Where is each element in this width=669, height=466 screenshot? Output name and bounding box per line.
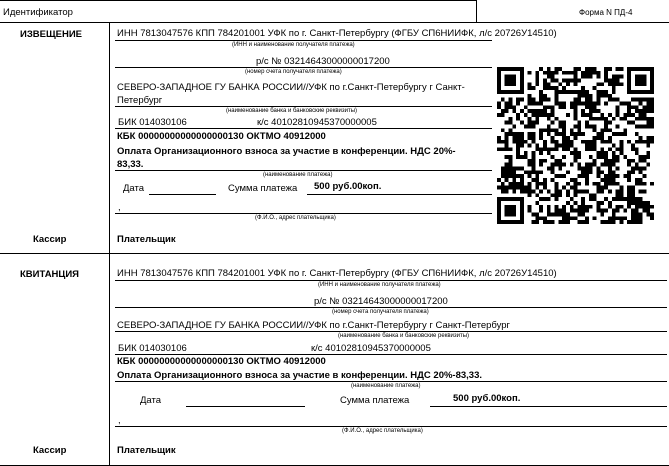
notice-amount-label: Сумма платежа (228, 183, 298, 194)
receipt-account-caption: (номер счета получателя платежа) (332, 309, 429, 315)
notice-date-field[interactable] (149, 194, 216, 195)
notice-purpose-caption: (наименование платежа) (263, 172, 333, 178)
header-bottom-border (0, 22, 669, 23)
column-divider (109, 22, 110, 466)
receipt-payer-caption: (Ф.И.О., адрес плательщика) (342, 428, 423, 434)
receipt-purpose-caption: (наименование платежа) (351, 383, 421, 389)
identifier-label: Идентификатор (3, 7, 73, 18)
receipt-bik: БИК 014030106 (118, 343, 187, 354)
receipt-payee-caption: (ИНН и наименование получателя платежа) (318, 282, 441, 288)
receipt-bank-caption: (наименование банка и банковские реквизиты) (338, 333, 470, 339)
notice-bank-line1: СЕВЕРО-ЗАПАДНОЕ ГУ БАНКА РОССИИ//УФК по г.Санкт-Петербургу г Санкт- (117, 82, 465, 93)
notice-bank-caption: (наименование банка и банковские реквизиты) (226, 108, 358, 114)
receipt-purpose-line (115, 381, 667, 382)
notice-payee: ИНН 7813047576 КПП 784201001 УФК по г. Санкт-Петербургу (ФГБУ СП6НИИФК, л/с 20726У14510) (117, 28, 557, 39)
notice-bank-line2: Петербург (117, 95, 163, 106)
notice-account-line (115, 67, 492, 68)
notice-kbk: КБК 00000000000000000130 ОКТМО 40912000 (117, 131, 326, 142)
notice-account: р/с № 03214643000000017200 (256, 56, 390, 67)
receipt-payer-label: Плательщик (117, 445, 176, 456)
notice-purpose-line1: Оплата Организационного взноса за участие в конференции. НДС 20%- (117, 146, 456, 157)
notice-bik-line (115, 128, 492, 129)
receipt-cashier-label: Кассир (33, 445, 67, 456)
receipt-bank: СЕВЕРО-ЗАПАДНОЕ ГУ БАНКА РОССИИ//УФК по г.Санкт-Петербургу г Санкт-Петербург (117, 320, 511, 331)
notice-ks: к/с 40102810945370000005 (257, 117, 377, 128)
notice-purpose-line (115, 170, 492, 171)
notice-payer-label: Плательщик (117, 234, 176, 245)
receipt-bank-line (115, 331, 667, 332)
notice-payee-line (115, 40, 492, 41)
qr-code-icon (497, 67, 654, 224)
header-top-border (0, 0, 476, 1)
notice-cashier-label: Кассир (33, 234, 67, 245)
notice-payer-field[interactable] (115, 213, 492, 214)
receipt-payee: ИНН 7813047576 КПП 784201001 УФК по г. Санкт-Петербургу (ФГБУ СП6НИИФК, л/с 20726У14510) (117, 268, 557, 279)
notice-payer-caption: (Ф.И.О., адрес плательщика) (255, 215, 336, 221)
receipt-payee-line (115, 280, 667, 281)
receipt-purpose: Оплата Организационного взноса за участие в конференции. НДС 20%-83,33. (117, 370, 483, 381)
receipt-account: р/с № 03214643000000017200 (314, 296, 448, 307)
form-label: Форма N ПД-4 (579, 8, 633, 17)
notice-bik: БИК 014030106 (118, 117, 187, 128)
notice-purpose-line2: 83,33. (117, 159, 144, 170)
receipt-amount-value: 500 руб.00коп. (453, 393, 521, 404)
header-right-border (476, 0, 477, 22)
receipt-date-field[interactable] (186, 406, 305, 407)
notice-bank-line (115, 106, 492, 107)
receipt-date-label: Дата (140, 395, 162, 406)
receipt-amount-label: Сумма платежа (340, 395, 410, 406)
receipt-account-line (115, 307, 667, 308)
receipt-ks: к/с 40102810945370000005 (311, 343, 431, 354)
notice-payee-caption: (ИНН и наименование получателя платежа) (232, 42, 355, 48)
receipt-payer-value: , (118, 415, 121, 426)
receipt-kbk: КБК 00000000000000000130 ОКТМО 40912000 (117, 356, 326, 367)
receipt-bik-line (115, 354, 667, 355)
receipt-section-label: КВИТАНЦИЯ (20, 269, 80, 280)
notice-amount-line (307, 194, 492, 195)
notice-section-label: ИЗВЕЩЕНИЕ (20, 29, 83, 40)
notice-date-label: Дата (123, 183, 145, 194)
notice-payer-value: , (118, 202, 121, 213)
notice-account-caption: (номер счета получателя платежа) (245, 69, 342, 75)
receipt-payer-field[interactable] (115, 426, 667, 427)
notice-amount-value: 500 руб.00коп. (314, 181, 382, 192)
receipt-amount-line (430, 406, 667, 407)
section-divider (0, 253, 669, 254)
